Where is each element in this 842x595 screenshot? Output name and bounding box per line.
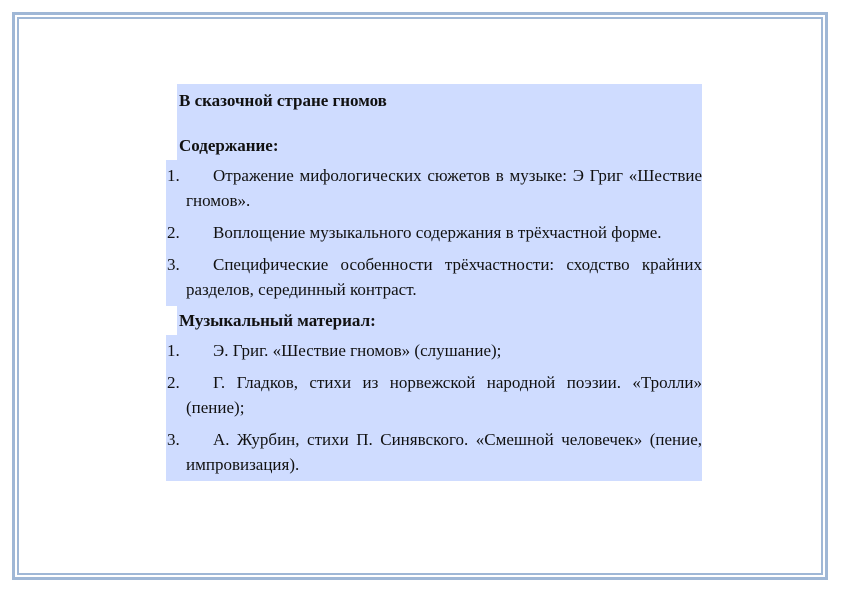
material-item-3-number: 3. [167, 430, 180, 449]
material-item-2 [166, 367, 702, 424]
material-item-3-text: А. Журбин, стихи П. Синявского. «Смешной человечек» (пение, импровизация). [186, 430, 702, 474]
content-item-2-number: 2. [167, 223, 180, 242]
material-item-1-text: Э. Григ. «Шествие гномов» (слушание); [213, 341, 502, 360]
content-item-3 [166, 249, 702, 306]
content-heading: Содержание: [177, 131, 702, 160]
content-item-3-number: 3. [167, 255, 180, 274]
material-heading: Музыкальный материал: [177, 306, 702, 335]
content-item-3-text: Специфические особенности трёхчастности: сходство крайних разделов, серединный контраст. [186, 255, 702, 299]
material-item-2-number: 2. [167, 373, 180, 392]
content-item-2 [166, 217, 702, 249]
lesson-content [166, 84, 702, 481]
material-item-2-text: Г. Гладков, стихи из норвежской народной поэзии. «Тролли» (пение); [186, 373, 702, 417]
content-item-1-text: Отражение мифологических сюжетов в музыке: Э Григ «Шествие гномов». [186, 166, 702, 210]
material-item-1-number: 1. [167, 341, 180, 360]
content-item-1 [166, 160, 702, 217]
material-item-1 [166, 335, 702, 367]
material-item-3 [166, 424, 702, 481]
content-item-1-number: 1. [167, 166, 180, 185]
lesson-title: В сказочной стране гномов [177, 84, 702, 131]
content-item-2-text: Воплощение музыкального содержания в трёхчастной форме. [213, 223, 662, 242]
